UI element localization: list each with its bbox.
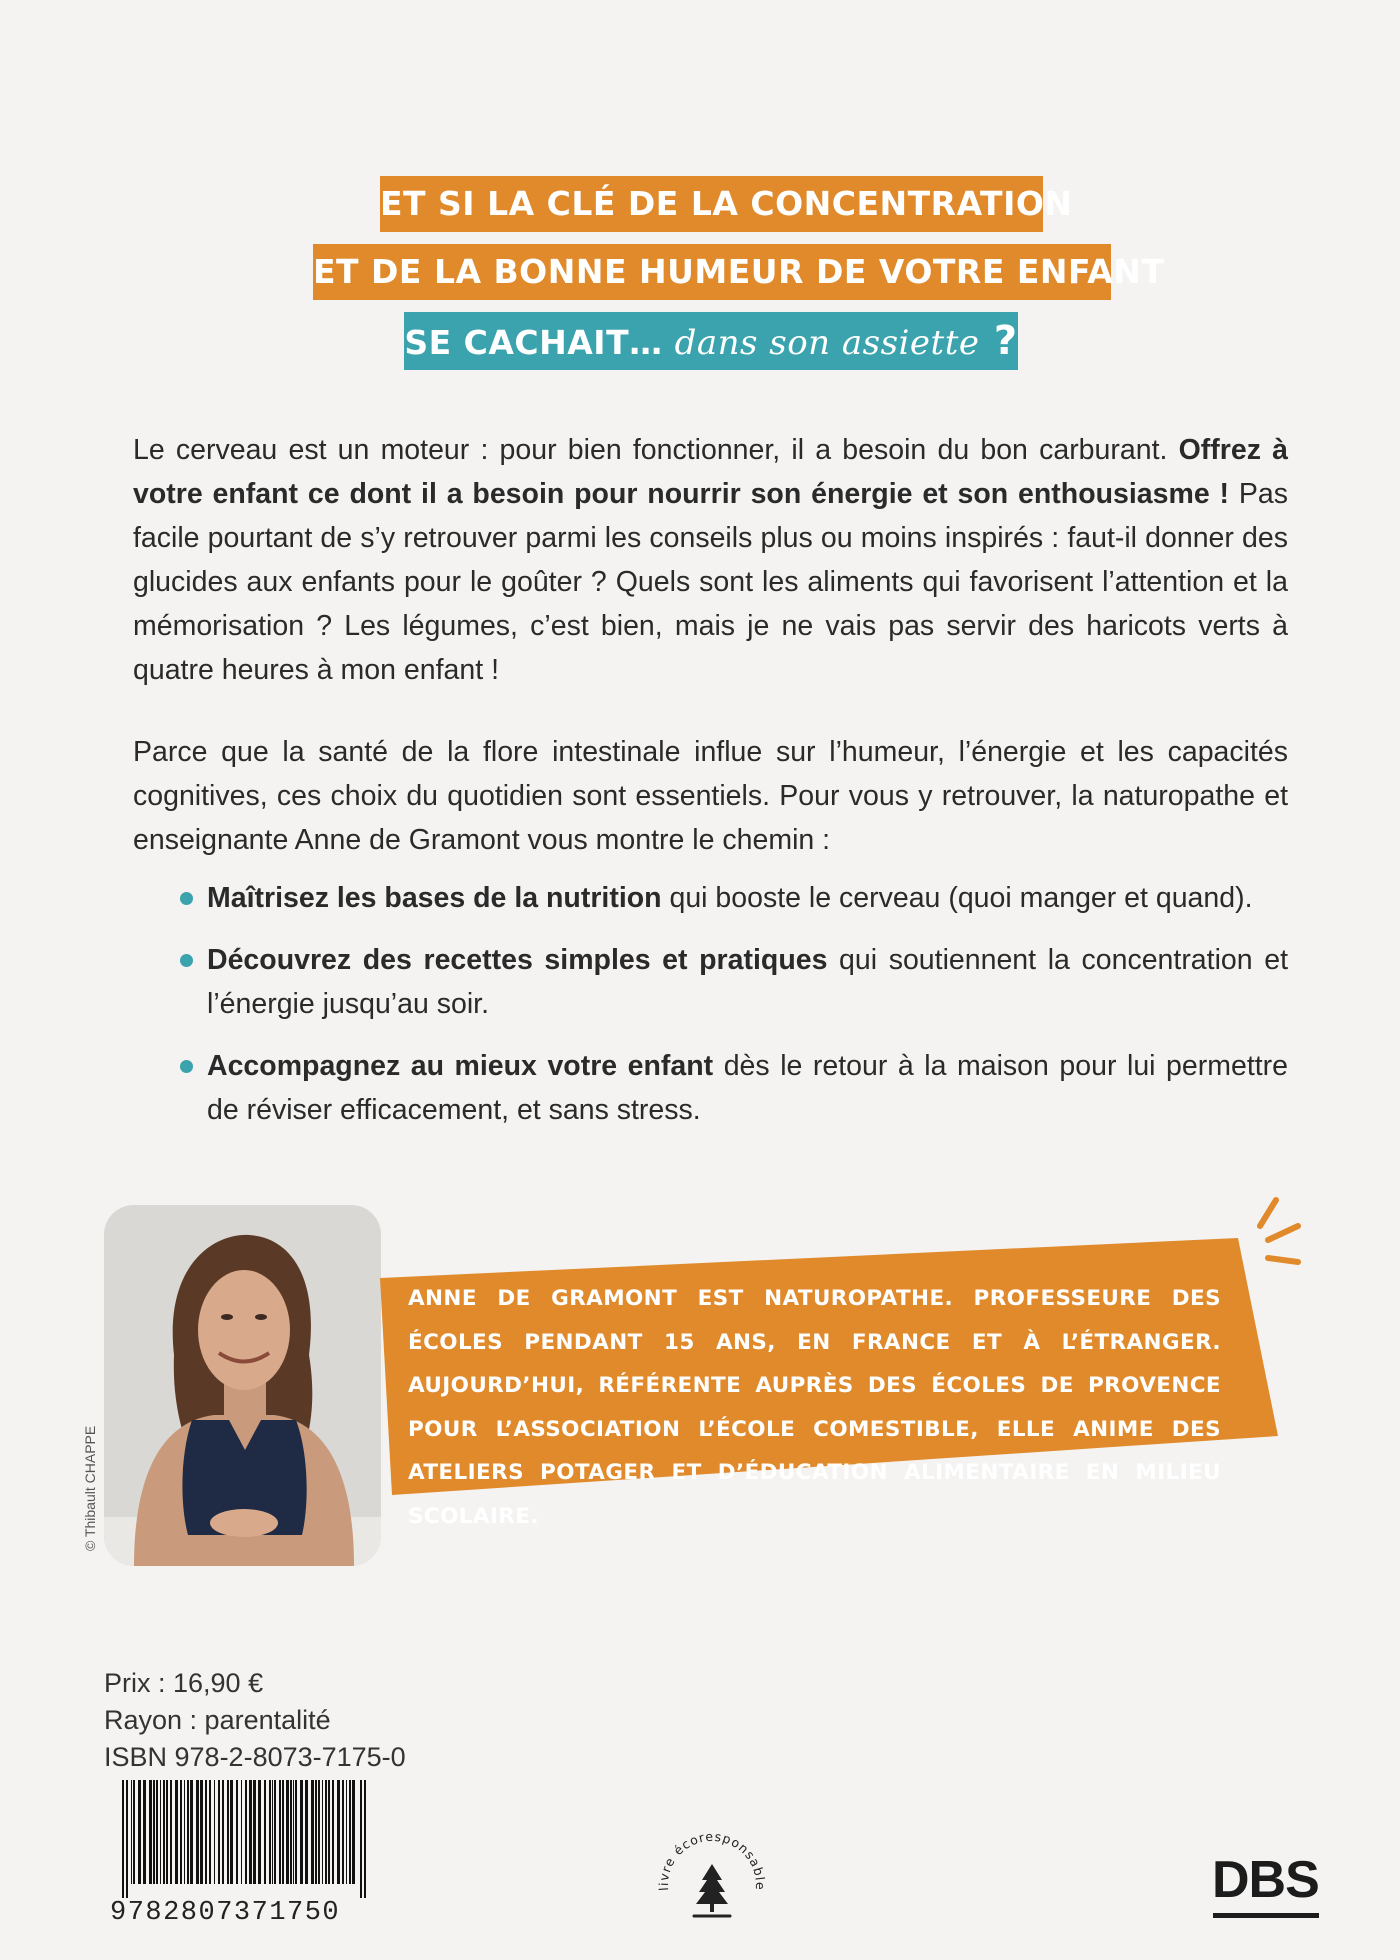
barcode-bar — [272, 1780, 273, 1884]
barcode-bar — [143, 1780, 146, 1884]
barcode-bar — [184, 1780, 185, 1884]
barcode-bar — [269, 1780, 271, 1884]
barcode-bar — [318, 1780, 320, 1884]
bullet-text: dès le retour à la maison pour lui permettre de réviser efficacement, et sans stress. — [207, 1050, 1288, 1126]
accent-stroke-icon — [1268, 1226, 1298, 1240]
barcode-bar — [126, 1780, 128, 1898]
barcode-bar — [122, 1780, 124, 1898]
accent-stroke-icon — [1268, 1258, 1298, 1262]
barcode-bar — [305, 1780, 308, 1884]
bullet-bold: Accompagnez au mieux votre enfant — [207, 1050, 714, 1082]
barcode-bar — [163, 1780, 165, 1884]
barcode-bar — [209, 1780, 211, 1884]
barcode-bar — [295, 1780, 297, 1884]
price: Prix : 16,90 € — [104, 1668, 264, 1698]
barcode-bar — [332, 1780, 334, 1884]
barcode-bar — [328, 1780, 330, 1884]
tree-icon — [696, 1864, 728, 1904]
barcode-bar — [218, 1780, 220, 1884]
accent-stroke-icon — [1260, 1200, 1276, 1226]
barcode-bar — [322, 1780, 323, 1884]
book-info — [104, 1665, 406, 1776]
barcode-bar — [264, 1780, 266, 1884]
barcode-bar — [187, 1780, 189, 1884]
barcode-bar — [279, 1780, 281, 1884]
eco-responsible-logo — [652, 1820, 772, 1940]
intro-text-1: Le cerveau est un moteur : pour bien fonctionner, il a besoin du bon carburant. — [133, 434, 1179, 466]
barcode-bar — [175, 1780, 178, 1884]
barcode-bar — [149, 1780, 152, 1884]
barcode-bar — [245, 1780, 247, 1884]
bullet-bold: Maîtrisez les bases de la nutrition — [207, 882, 662, 914]
bullet-text: qui booste le cerveau (quoi manger et quand). — [661, 882, 1253, 914]
barcode-bar — [360, 1780, 362, 1898]
section: Rayon : parentalité — [104, 1705, 331, 1735]
photo-credit: © Thibault CHAPPE — [82, 1425, 98, 1551]
bullet-text: qui soutiennent la concentration et l’énergie jusqu’au soir. — [207, 944, 1288, 1020]
barcode-bar — [133, 1780, 135, 1884]
barcode-bar — [282, 1780, 284, 1884]
barcode-bar — [166, 1780, 168, 1884]
eco-label: livre écoresponsable — [655, 1828, 769, 1892]
barcode-bar — [349, 1780, 351, 1884]
barcode-bar — [325, 1780, 327, 1884]
bullet-bold: Découvrez des recettes simples et pratiques — [207, 944, 828, 976]
barcode-bar — [196, 1780, 199, 1884]
barcode-bar — [249, 1780, 252, 1884]
barcode-bar — [190, 1780, 193, 1884]
barcode-bar — [253, 1780, 256, 1884]
second-paragraph: Parce que la santé de la flore intestinale influe sur l’humeur, l’énergie et les capacités cognitives, ces choix du quotidien sont essentiels. Pour vous y retrouver, la naturopathe et enseignante Anne de Gramont vous montre le chemin : — [133, 736, 1288, 856]
barcode-bar — [300, 1780, 303, 1884]
barcode-bar — [170, 1780, 172, 1884]
barcode-bar — [315, 1780, 317, 1884]
intro-text-2: Pas facile pourtant de s’y retrouver parmi les conseils plus ou moins inspirés : faut-il donner des glucides aux enfants pour le goûter ? Quels sont les aliments qui favorisent l’attention et la mémorisation ? Les légumes, c’est bien, mais je ne vais pas servir des haricots verts à quatre heures à mon enfant ! — [133, 478, 1288, 686]
barcode-bar — [293, 1780, 294, 1884]
barcode-bar — [131, 1780, 132, 1884]
barcode-bar — [346, 1780, 347, 1884]
headline-line-2: ET DE LA BONNE HUMEUR DE VOTRE ENFANT — [313, 244, 1111, 300]
barcode-bar — [352, 1780, 355, 1884]
barcode-bar — [286, 1780, 289, 1884]
barcode-bar — [180, 1780, 182, 1884]
barcode-number: 9782807371750 — [110, 1898, 341, 1928]
barcode-bar — [241, 1780, 242, 1884]
publisher-logo: DBS — [1212, 1851, 1319, 1909]
barcode-bar — [290, 1780, 292, 1884]
headline-line-3-main: SE CACHAIT… — [404, 323, 675, 362]
barcode-bar — [153, 1780, 155, 1884]
headline-line-3-script: dans son assiette — [674, 323, 980, 363]
barcode-bar — [337, 1780, 340, 1884]
barcode-bar — [200, 1780, 203, 1884]
barcode-bar — [342, 1780, 344, 1884]
barcode-bar — [214, 1780, 215, 1884]
barcode-bar — [311, 1780, 314, 1884]
headline-line-1: ET SI LA CLÉ DE LA CONCENTRATION — [380, 176, 1043, 232]
barcode-bar — [205, 1780, 207, 1884]
barcode-graphic — [120, 1780, 370, 1898]
barcode-bar — [227, 1780, 229, 1884]
barcode-bar — [236, 1780, 238, 1884]
barcode-bar — [156, 1780, 158, 1884]
barcode-bar — [230, 1780, 233, 1884]
barcode-bar — [274, 1780, 276, 1884]
barcode-bar — [138, 1780, 141, 1884]
barcode-bar — [364, 1780, 366, 1898]
barcode-bar — [258, 1780, 261, 1884]
isbn: ISBN 978-2-8073-7175-0 — [104, 1742, 406, 1772]
publisher-logo-underline — [1213, 1913, 1319, 1918]
author-bio: ANNE DE GRAMONT EST NATUROPATHE. PROFESSEURE DES ÉCOLES PENDANT 15 ANS, EN FRANCE ET À L’ÉTRANGER. AUJOURD’HUI, RÉFÉRENTE AUPRÈS DES ÉCOLES DE PROVENCE POUR L’ASSOCIATION L’ÉCOLE COMESTIBLE, ELLE ANIME DES ATELIERS POTAGER ET D’ÉDUCATION ALIMENTAIRE EN MILIEU SCOLAIRE. — [408, 1286, 1221, 1529]
headline-question-mark: ? — [979, 318, 1018, 364]
barcode-bar — [160, 1780, 161, 1884]
barcode-bar — [222, 1780, 224, 1884]
intro-bold-text: Offrez à votre enfant ce dont il a besoin pour nourrir son énergie et son enthousiasme ! — [133, 434, 1288, 510]
